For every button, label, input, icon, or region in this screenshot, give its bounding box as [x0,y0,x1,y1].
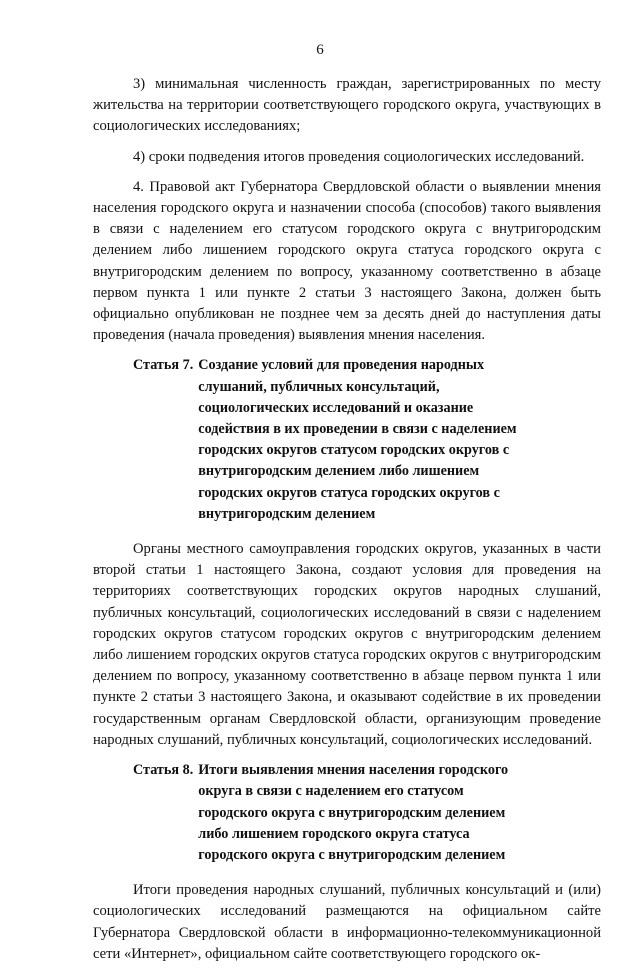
article-7-heading [133,355,601,525]
article-7-text: Органы местного самоуправления городских округов, указанных в части второй статьи 1 настоящего Закона, создают условия для проведения на территориях соответствующих городских округов народных слушаний, публичных консультаций, социологических исследований в связи с наделением городских округов статусом городских округов с внутригородским делением либо лишением городских округов статуса городских округов с внутригородским делением по вопросу, указанному соответственно в абзаце первом пункта 1 или пункте 2 статьи 3 настоящего Закона, и оказывают содействие в их проведении государственным органам Свердловской области, организующим проведение народных слушаний, публичных консультаций, социологических исследований. [93,541,601,748]
article-8-number: Статья 8. [133,762,194,779]
paragraph-item-3: 3) минимальная численность граждан, зарегистрированных по месту жительства на территории соответствующего городского округа, участвующих в социологических исследованиях; [93,76,601,135]
article-8-title: Итоги выявления мнения населения городского округа в связи с наделением его статусом городского округа с внутригородским делением либо лишением городского округа статуса городского округа с внутригородским делением [198,762,509,863]
document-body [93,74,601,974]
page-number: 6 [316,42,324,58]
article-8-text: Итоги проведения народных слушаний, публичных консультаций и (или) социологических исследований размещаются на официальном сайте Губернатора Свердловской области в информационно-телекоммуникационной сети «Интернет», официальном сайте соответствующего городского ок- [93,882,601,962]
article-7-title: Создание условий для проведения народных слушаний, публичных консультаций, социологических исследований и оказание содействия в их проведении в связи с наделением городских округов статусом городских округов с внутригородским делением либо лишением городских округов статуса городских округов с внутригородским делением [198,357,517,522]
paragraph-item-4: 4) сроки подведения итогов проведения социологических исследований. [133,148,585,165]
paragraph-clause-4: 4. Правовой акт Губернатора Свердловской области о выявлении мнения населения городского округа и назначении способа (способов) такого выявления в связи с наделением его статусом городского округа с внутригородским делением либо лишением городского округа статуса городского округа с внутригородским делением по вопросу, указанному соответственно в абзаце первом пункта 1 или пункте 2 статьи 3 настоящего Закона, должен быть официально опубликован не позднее чем за десять дней до наступления даты проведения (начала проведения) выявления мнения населения. [93,178,601,344]
article-7-number: Статья 7. [133,357,194,374]
article-8-heading [133,760,601,866]
